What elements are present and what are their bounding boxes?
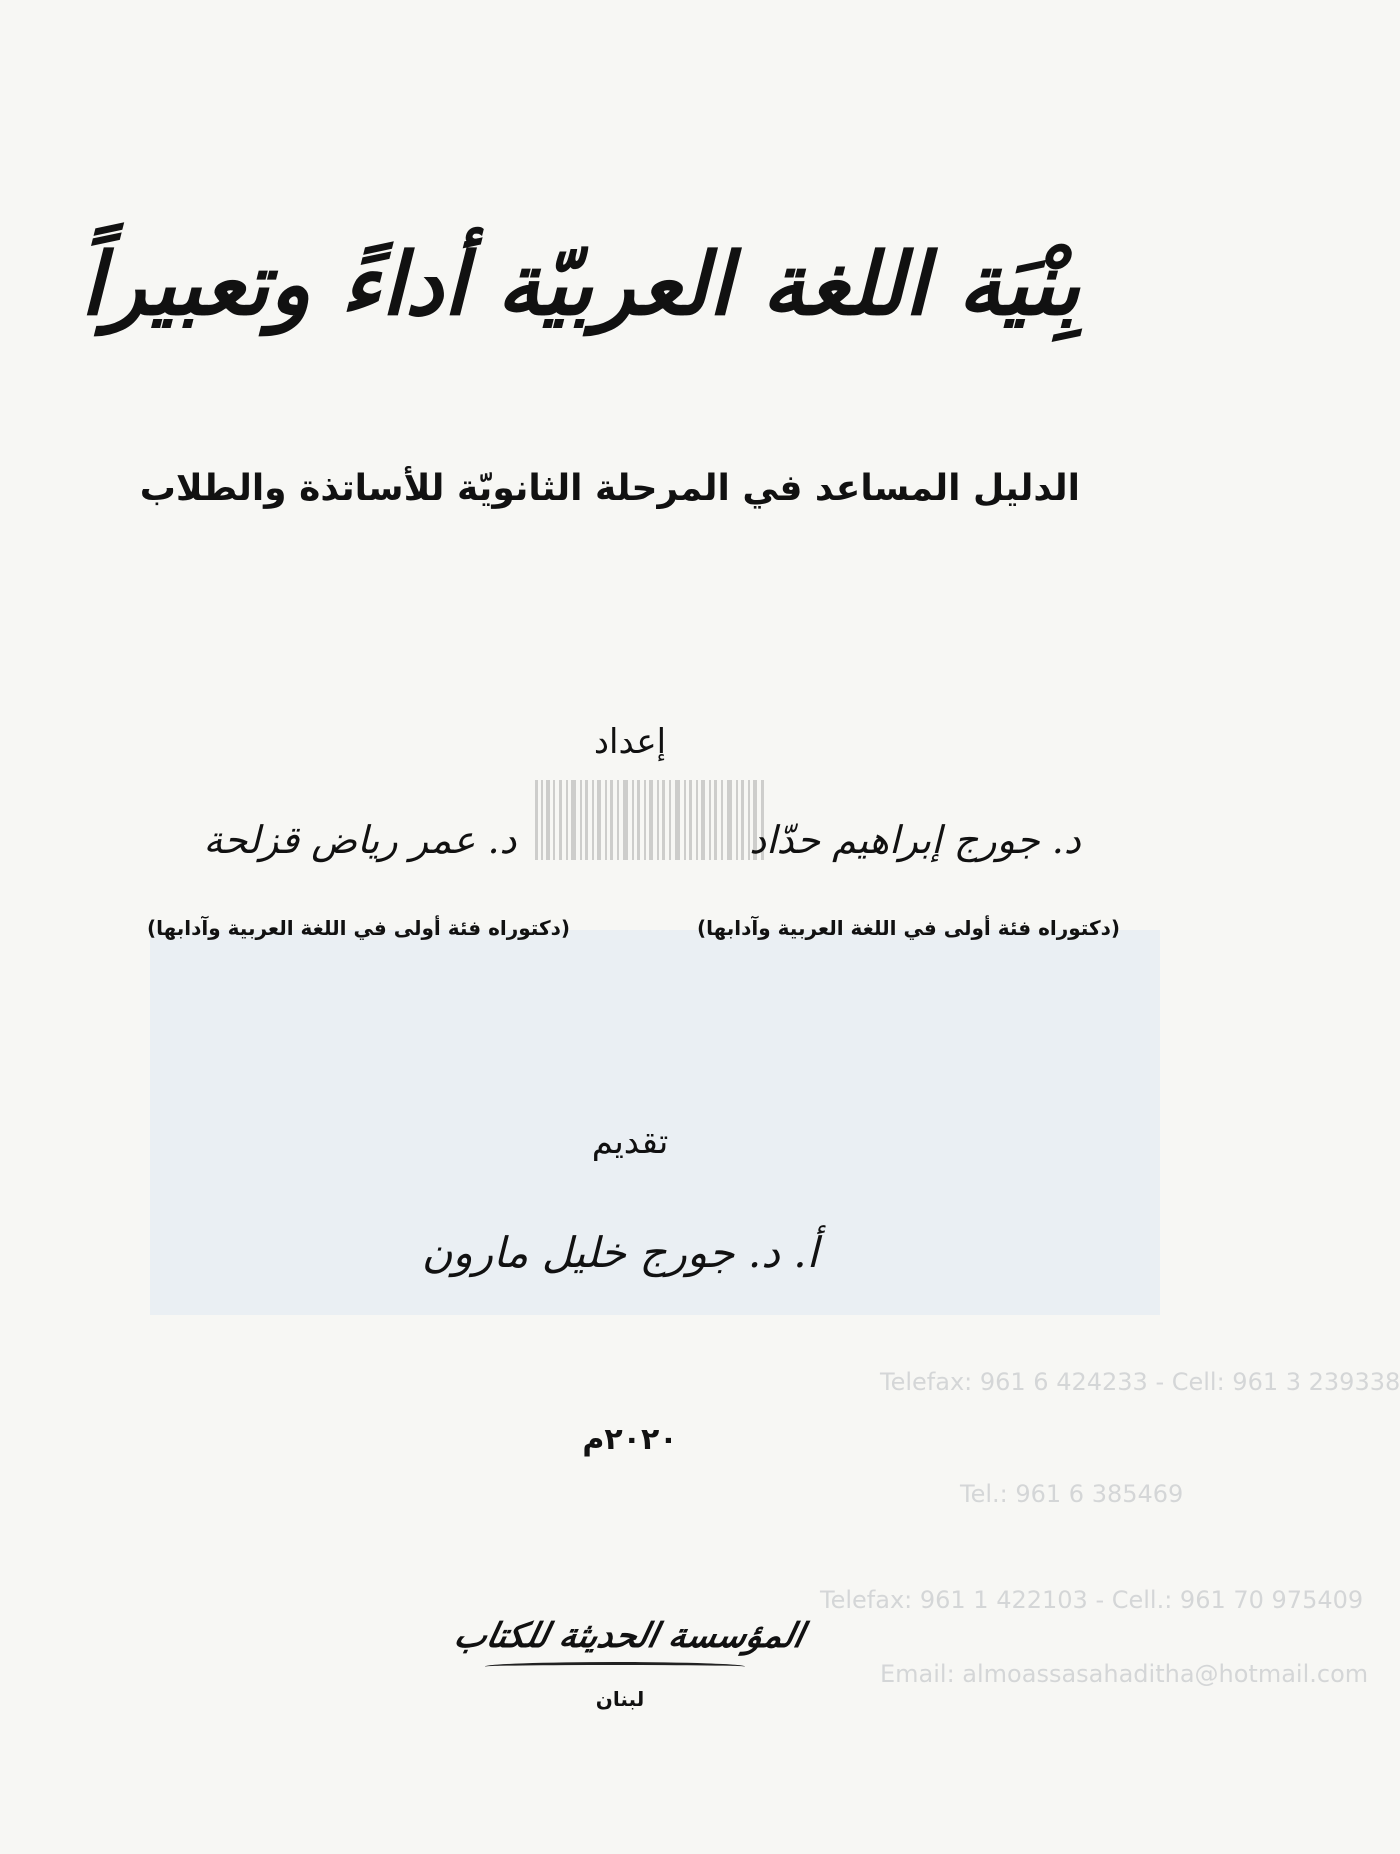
bleed-through-text: Telefax: 961 1 422103 - Cell.: 961 70 975409 [820,1586,1364,1614]
book-subtitle: الدليل المساعد في المرحلة الثانويّة للأساتذة والطلاب [139,468,1080,509]
logo-flourish [485,1662,745,1671]
foreword-author: أ. د. جورج خليل مارون [421,1228,819,1277]
publication-year: ٢٠٢٠م [582,1422,678,1457]
book-title: بِنْيَة اللغة العربيّة أداءً وتعبيراً [80,234,1080,335]
author-name: د. عمر رياض قزلحة [203,818,517,862]
bleed-through-text: Tel.: 961 6 385469 [960,1480,1184,1508]
author-degree: (دكتوراه فئة أولى في اللغة العربية وآدابها) [146,916,570,940]
publisher-country: لبنان [595,1687,645,1711]
bleed-through-text: Email: almoassasahaditha@hotmail.com [880,1660,1369,1688]
bleed-through-text: Telefax: 961 6 424233 - Cell: 961 3 239338 [880,1368,1400,1396]
author-name: د. جورج إبراهيم حدّاد [749,818,1081,862]
foreword-label: تقديم [591,1122,669,1162]
publisher-name: المؤسسة الحديثة للكتاب [450,1616,808,1656]
author-degree: (دكتوراه فئة أولى في اللغة العربية وآدابها) [696,916,1120,940]
prepared-by-label: إعداد [593,722,667,762]
publisher-logo [450,1606,808,1686]
